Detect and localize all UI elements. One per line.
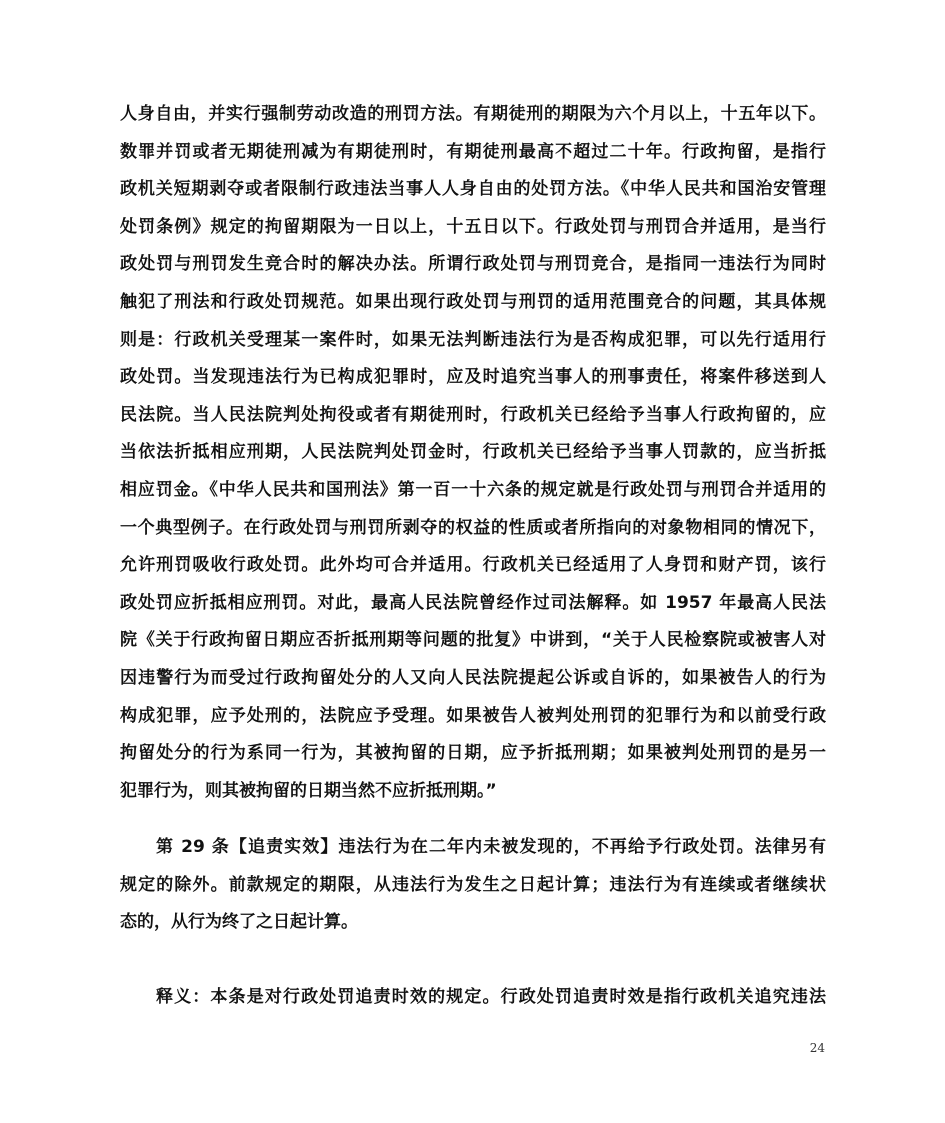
text-line: 规定的除外。前款规定的期限，从违法行为发生之日起计算；违法行为有连续或者继续状 <box>120 874 826 895</box>
text-line: 态的，从行为终了之日起计算。 <box>120 912 358 933</box>
paragraph-article-29 <box>120 829 826 942</box>
text-line: 院《关于行政拘留日期应否折抵刑期等问题的批复》中讲到，“关于人民检察院或被害人对 <box>120 630 826 651</box>
text-line: 当依法折抵相应刑期，人民法院判处罚金时，行政机关已经给予当事人罚款的，应当折抵 <box>120 442 826 463</box>
paragraph-criminal-penalty-merge <box>120 96 826 810</box>
text-line: 数罪并罚或者无期徒刑减为有期徒刑时，有期徒刑最高不超过二十年。行政拘留，是指行 <box>120 141 826 162</box>
page-number: 24 <box>809 1041 825 1055</box>
text-line: 政处罚与刑罚发生竞合时的解决办法。所谓行政处罚与刑罚竞合，是指同一违法行为同时 <box>120 254 826 275</box>
text-line: 释义：本条是对行政处罚追责时效的规定。行政处罚追责时效是指行政机关追究违法 <box>156 987 826 1007</box>
text-line: 则是：行政机关受理某一案件时，如果无法判断违法行为是否构成犯罪，可以先行适用行 <box>120 329 826 350</box>
text-line: 拘留处分的行为系同一行为，其被拘留的日期，应予折抵刑期；如果被判处刑罚的是另一 <box>120 743 826 764</box>
text-line: 处罚条例》规定的拘留期限为一日以上，十五日以下。行政处罚与刑罚合并适用，是当行 <box>120 216 826 237</box>
text-line: 政处罚。当发现违法行为已构成犯罪时，应及时追究当事人的刑事责任，将案件移送到人 <box>120 367 826 388</box>
text-line: 相应罚金。《中华人民共和国刑法》第一百一十六条的规定就是行政处罚与刑罚合并适用的 <box>120 479 826 500</box>
text-line: 允许刑罚吸收行政处罚。此外均可合并适用。行政机关已经适用了人身罚和财产罚，该行 <box>120 555 826 576</box>
text-line: 人身自由，并实行强制劳动改造的刑罚方法。有期徒刑的期限为六个月以上，十五年以下。 <box>120 104 826 124</box>
text-line: 因违警行为而受过行政拘留处分的人又向人民法院提起公诉或自诉的，如果被告人的行为 <box>120 667 826 688</box>
text-line: 触犯了刑法和行政处罚规范。如果出现行政处罚与刑罚的适用范围竞合的问题，其具体规 <box>120 291 826 312</box>
text-line: 犯罪行为，则其被拘留的日期当然不应折抵刑期。” <box>120 780 497 801</box>
text-line: 民法院。当人民法院判处拘役或者有期徒刑时，行政机关已经给予当事人行政拘留的，应 <box>120 404 826 425</box>
text-line: 政处罚应折抵相应刑罚。对此，最高人民法院曾经作过司法解释。如 1957 年最高人民法 <box>120 592 826 613</box>
text-line: 政机关短期剥夺或者限制行政违法当事人人身自由的处罚方法。《中华人民共和国治安管理 <box>120 179 826 200</box>
text-line: 构成犯罪，应予处刑的，法院应予受理。如果被告人被判处刑罚的犯罪行为和以前受行政 <box>120 705 826 726</box>
paragraph-interpretation <box>120 979 826 1017</box>
text-line: 一个典型例子。在行政处罚与刑罚所剥夺的权益的性质或者所指向的对象物相同的情况下， <box>120 517 826 538</box>
text-line: 第 29 条【追责实效】违法行为在二年内未被发现的，不再给予行政处罚。法律另有 <box>156 837 826 857</box>
